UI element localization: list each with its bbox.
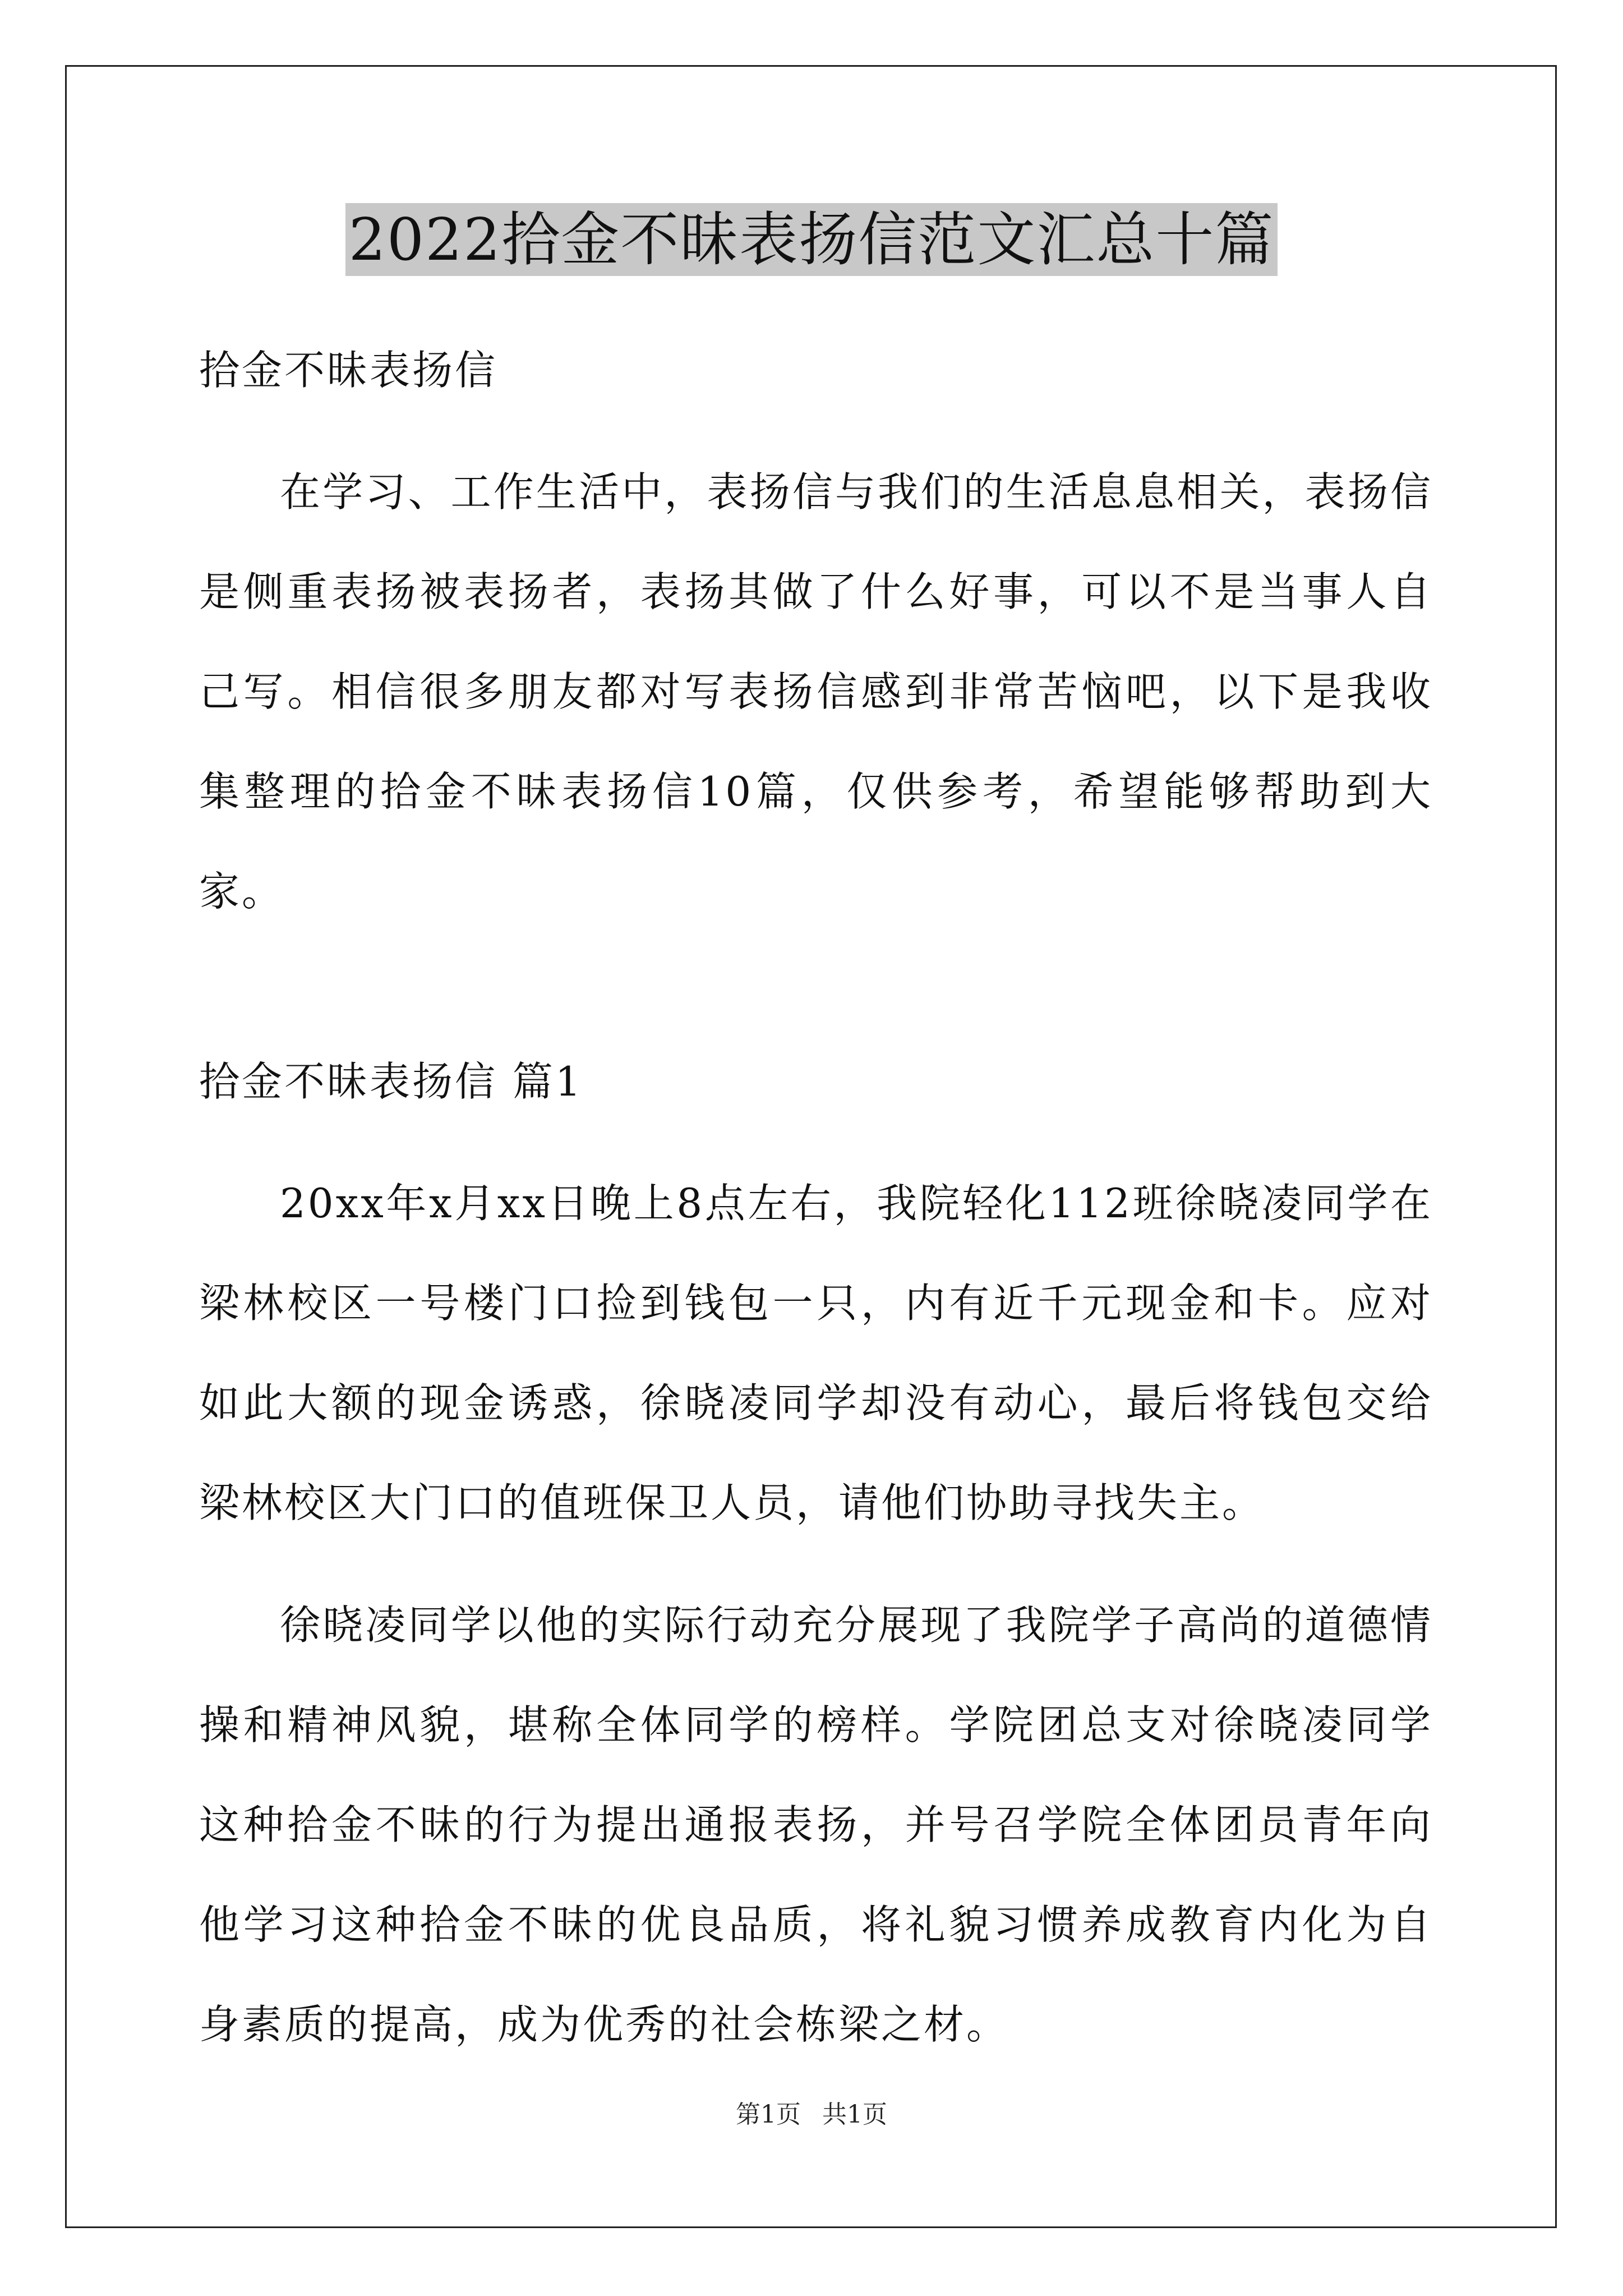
- section1-paragraph-2: 徐晓凌同学以他的实际行动充分展现了我院学子高尚的道德情操和精神风貌，堪称全体同学的榜样。学院团总支对徐晓凌同学这种拾金不昧的行为提出通报表扬，并号召学院全体团员青年向他学习这种拾金不昧的优良品质，将礼貌习惯养成教育内化为自身素质的提高，成为优秀的社会栋梁之材。: [199, 1602, 1433, 2048]
- page-footer: [0, 2098, 1623, 2132]
- section1-heading: 拾金不昧表扬信 篇1: [199, 1058, 583, 1105]
- section1-paragraph-1: 20xx年x月xx日晚上8点左右，我院轻化112班徐晓凌同学在梁林校区一号楼门口捡到钱包一只，内有近千元现金和卡。应对如此大额的现金诱惑，徐晓凌同学却没有动心，最后将钱包交给梁林校区大门口的值班保卫人员，请他们协助寻找失主。: [199, 1180, 1433, 1526]
- document-title: 2022拾金不昧表扬信范文汇总十篇: [345, 203, 1278, 276]
- title-container: [0, 203, 1623, 276]
- document-body: [199, 342, 1433, 2074]
- intro-paragraph: 在学习、工作生活中，表扬信与我们的生活息息相关，表扬信是侧重表扬被表扬者，表扬其做了什么好事，可以不是当事人自己写。相信很多朋友都对写表扬信感到非常苦恼吧，以下是我收集整理的拾金不昧表扬信10篇，仅供参考，希望能够帮助到大家。: [199, 468, 1433, 915]
- intro-heading: 拾金不昧表扬信: [199, 347, 498, 394]
- page-number: 第1页: [736, 2100, 801, 2129]
- page-total: 共1页: [822, 2100, 887, 2129]
